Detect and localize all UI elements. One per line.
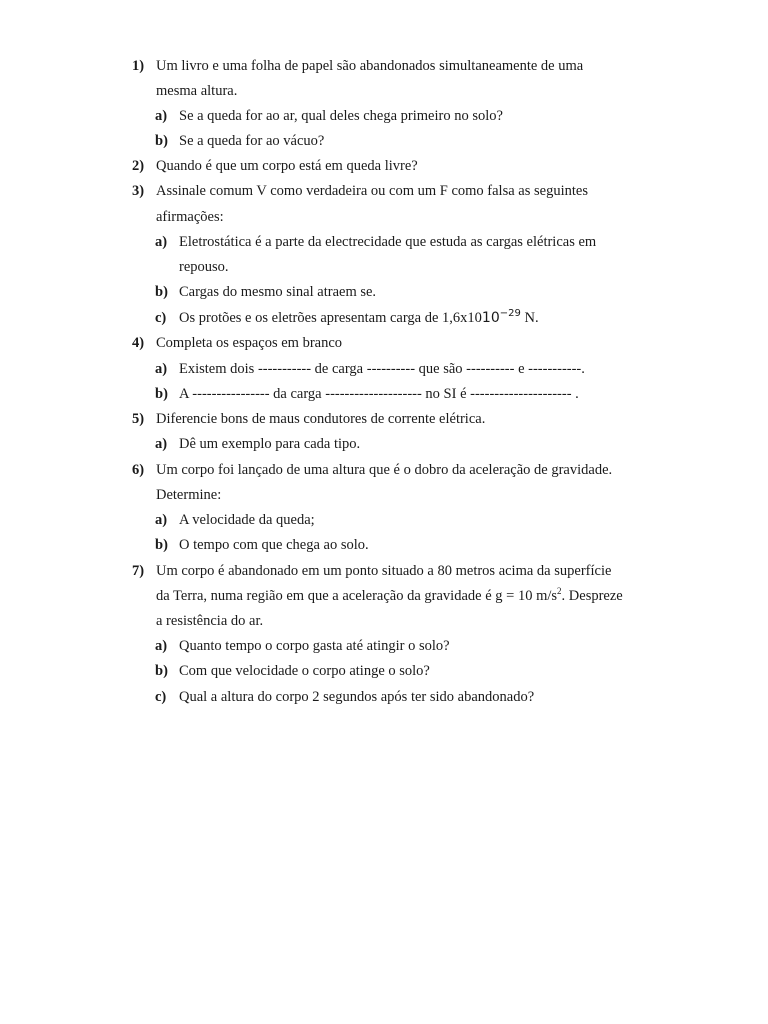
item-text (179, 308, 539, 328)
item-label: a) (155, 436, 168, 452)
item-label: b) (155, 133, 168, 149)
question-text: Diferencie bons de maus condutores de corrente elétrica. (156, 411, 486, 427)
question-text-end: . Despreze (561, 588, 623, 604)
question-number: 6) (132, 462, 145, 478)
item-text: Existem dois ----------- de carga ---------- que são ---------- e -----------. (179, 361, 585, 377)
question-text: a resistência do ar. (156, 613, 264, 629)
item-label: b) (155, 284, 168, 300)
question-text: mesma altura. (156, 83, 238, 99)
item-label: c) (155, 689, 167, 705)
item-label: b) (155, 663, 168, 679)
item-text: repouso. (179, 259, 229, 275)
item-text: Dê um exemplo para cada tipo. (179, 436, 361, 452)
question-text: Completa os espaços em branco (156, 335, 343, 351)
item-text-start: Os protões e os eletrões apresentam carga de 1,6x10 (179, 310, 482, 326)
item-text: Cargas do mesmo sinal atraem se. (179, 284, 377, 300)
item-label: a) (155, 638, 168, 654)
item-text: O tempo com que chega ao solo. (179, 537, 369, 553)
item-text: Se a queda for ao vácuo? (179, 133, 325, 149)
question-text: Determine: (156, 487, 222, 503)
question-number: 3) (132, 183, 145, 199)
item-label: a) (155, 361, 168, 377)
item-label: c) (155, 310, 167, 326)
item-text-end: N. (520, 310, 539, 326)
exponent: −29 (499, 308, 521, 319)
item-text: Com que velocidade o corpo atinge o solo? (179, 663, 430, 679)
question-text: afirmações: (156, 209, 224, 225)
question-text (156, 586, 623, 606)
question-number: 5) (132, 411, 145, 427)
question-text: Quando é que um corpo está em queda livre? (156, 158, 418, 174)
item-text: A ---------------- da carga -------------------- no SI é --------------------- . (179, 386, 579, 402)
item-text: Qual a altura do corpo 2 segundos após ter sido abandonado? (179, 689, 535, 705)
item-text: Se a queda for ao ar, qual deles chega primeiro no solo? (179, 108, 503, 124)
exponent-base: 10 (481, 310, 500, 326)
item-label: b) (155, 386, 168, 402)
question-number: 7) (132, 563, 145, 579)
question-text: Assinale comum V como verdadeira ou com um F como falsa as seguintes (156, 183, 588, 199)
item-label: a) (155, 108, 168, 124)
question-text: Um corpo é abandonado em um ponto situado a 80 metros acima da superfície (156, 563, 612, 579)
item-text: Quanto tempo o corpo gasta até atingir o solo? (179, 638, 450, 654)
superscript: 2 (557, 586, 562, 596)
question-number: 4) (132, 335, 145, 351)
item-label: b) (155, 537, 168, 553)
item-text: A velocidade da queda; (179, 512, 315, 528)
question-text: Um livro e uma folha de papel são abandonados simultaneamente de uma (156, 58, 584, 74)
item-text: Eletrostática é a parte da electrecidade que estuda as cargas elétricas em (179, 234, 597, 250)
question-number: 2) (132, 158, 145, 174)
question-number: 1) (132, 58, 145, 74)
item-label: a) (155, 234, 168, 250)
question-text-start: da Terra, numa região em que a aceleração da gravidade é g = 10 m/s (156, 588, 558, 604)
question-text: Um corpo foi lançado de uma altura que é o dobro da aceleração de gravidade. (156, 462, 613, 478)
item-label: a) (155, 512, 168, 528)
